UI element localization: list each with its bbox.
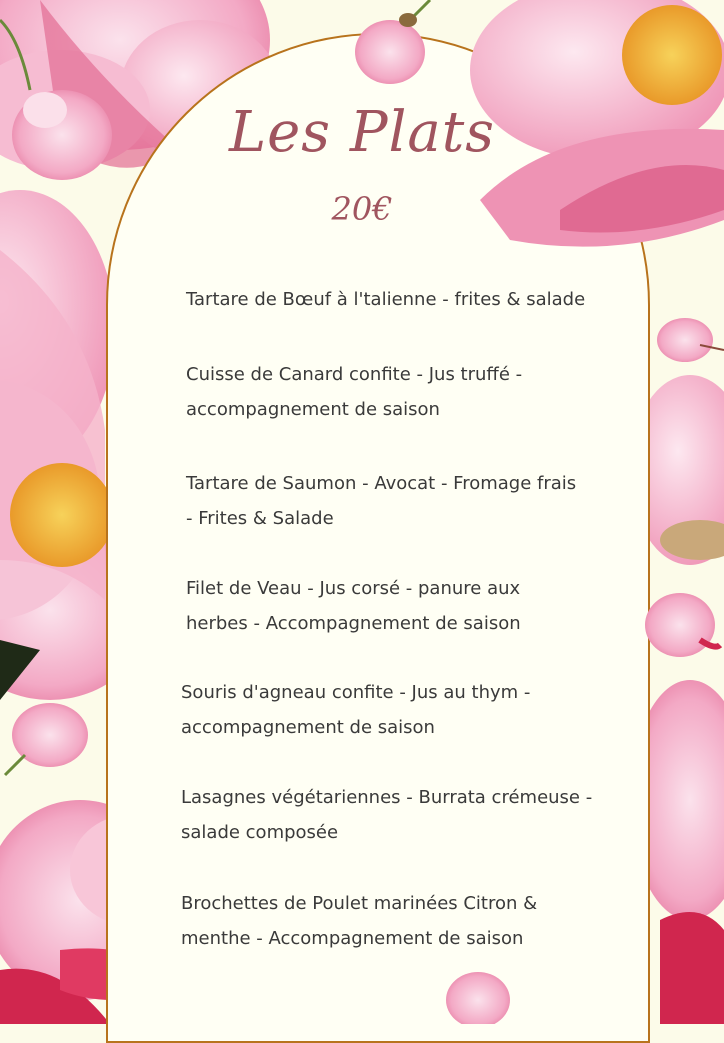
dish-item	[181, 780, 592, 850]
dish-item	[186, 466, 576, 536]
dish-line: Souris d'agneau confite - Jus au thym -	[181, 682, 531, 703]
dish-line: Filet de Veau - Jus corsé - panure aux	[186, 578, 521, 599]
dish-line: menthe - Accompagnement de saison	[181, 928, 524, 949]
dish-line: Cuisse de Canard confite - Jus truffé -	[186, 364, 523, 385]
dish-item	[181, 675, 530, 745]
dish-line: - Frites & Salade	[186, 508, 334, 529]
dish-line: Tartare de Saumon - Avocat - Fromage frais	[186, 473, 577, 494]
dish-item	[186, 282, 585, 317]
dish-line: accompagnement de saison	[186, 399, 440, 420]
dish-line: herbes - Accompagnement de saison	[186, 613, 521, 634]
dish-line: salade composée	[181, 822, 339, 843]
dish-line: Tartare de Bœuf à l'talienne - frites & salade	[186, 289, 586, 310]
dish-item	[181, 886, 537, 956]
dish-item	[186, 357, 522, 427]
menu-price: 20€	[331, 190, 393, 228]
dish-item	[186, 571, 521, 641]
dish-line: Brochettes de Poulet marinées Citron &	[181, 893, 538, 914]
dish-line: accompagnement de saison	[181, 717, 435, 738]
dish-line: Lasagnes végétariennes - Burrata crémeuse -	[181, 787, 593, 808]
menu-title: Les Plats	[228, 100, 496, 165]
